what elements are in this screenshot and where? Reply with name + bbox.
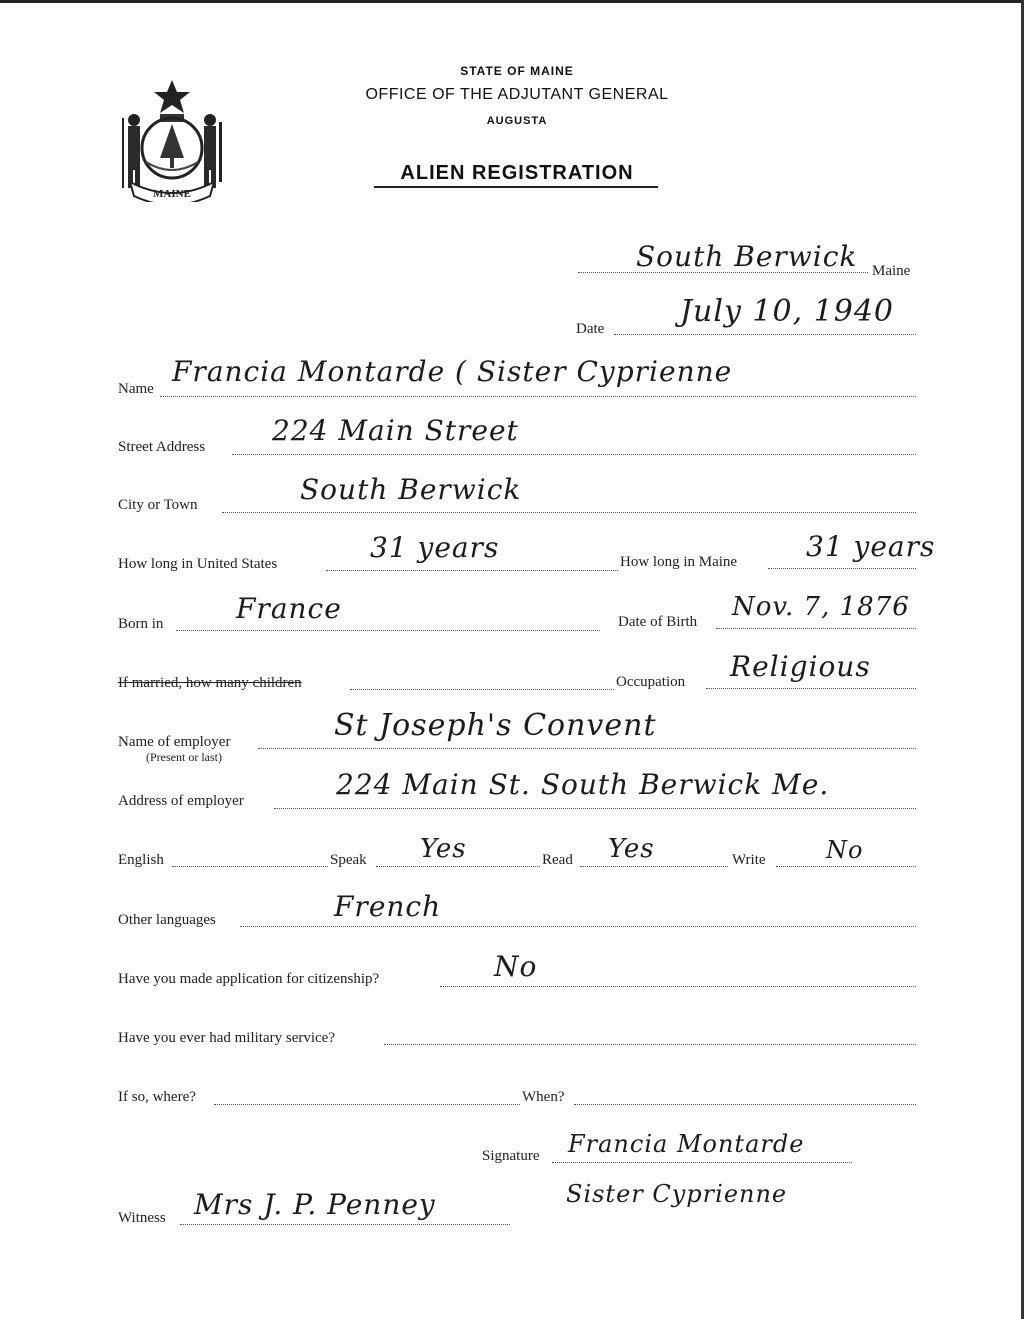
street-address-value: 224 Main Street [272, 414, 519, 447]
state-heading: STATE OF MAINE [460, 64, 574, 78]
occupation-value: Religious [730, 650, 871, 683]
write-value: No [826, 836, 864, 864]
scan-border-top [0, 0, 1024, 3]
speak-label: Speak [330, 852, 367, 868]
other-languages-value: French [334, 890, 442, 923]
employer-note: (Present or last) [146, 750, 222, 764]
signature-label: Signature [482, 1148, 540, 1164]
date-label: Date [576, 321, 605, 337]
name-line [160, 396, 916, 397]
street-address-line [232, 454, 916, 455]
born-in-value: France [236, 592, 342, 625]
born-in-label: Born in [118, 616, 164, 632]
married-children-label: If married, how many children [118, 675, 302, 691]
read-label: Read [542, 852, 573, 868]
occupation-line [706, 688, 916, 689]
date-of-birth-label: Date of Birth [618, 614, 698, 630]
occupation-label: Occupation [616, 674, 686, 690]
how-long-us-value: 31 years [370, 531, 500, 564]
form-title: ALIEN REGISTRATION [400, 162, 634, 184]
how-long-maine-value: 31 years [806, 530, 936, 563]
when-line [574, 1104, 916, 1105]
witness-line [180, 1224, 510, 1225]
employer-name-line [258, 748, 916, 749]
svg-text:MAINE: MAINE [153, 188, 191, 200]
employer-address-line [274, 808, 916, 809]
town-value: South Berwick [636, 240, 858, 273]
office-heading: OFFICE OF THE ADJUTANT GENERAL [365, 86, 669, 103]
english-label: English [118, 852, 164, 868]
english-line [172, 866, 328, 867]
speak-value: Yes [420, 834, 467, 864]
born-in-line [176, 630, 600, 631]
how-long-maine-label: How long in Maine [620, 554, 738, 570]
citizenship-label: Have you made application for citizenship? [118, 971, 380, 987]
how-long-us-line [326, 570, 618, 571]
street-address-label: Street Address [118, 439, 206, 455]
when-label: When? [522, 1089, 565, 1105]
other-languages-line [240, 926, 916, 927]
date-of-birth-value: Nov. 7, 1876 [732, 592, 910, 622]
city-heading: AUGUSTA [486, 115, 548, 127]
date-of-birth-line [716, 628, 916, 629]
signature-line [552, 1162, 852, 1163]
maine-label: Maine [872, 263, 911, 279]
witness-value: Mrs J. P. Penney [194, 1188, 436, 1221]
where-label: If so, where? [118, 1089, 196, 1105]
city-label: City or Town [118, 497, 198, 513]
speak-line [376, 866, 540, 867]
employer-address-label: Address of employer [118, 793, 244, 809]
how-long-us-label: How long in United States [118, 556, 278, 572]
married-children-line [350, 689, 614, 690]
title-underline [374, 186, 658, 188]
write-line [776, 866, 916, 867]
citizenship-value: No [494, 950, 538, 983]
city-value: South Berwick [300, 473, 522, 506]
date-line [614, 334, 916, 335]
employer-address-value: 224 Main St. South Berwick Me. [336, 768, 830, 801]
name-label: Name [118, 381, 154, 397]
name-value: Francia Montarde ( Sister Cyprienne [172, 355, 733, 388]
date-value: July 10, 1940 [680, 294, 895, 329]
signature-value-line1: Francia Montarde [568, 1130, 805, 1158]
citizenship-line [440, 986, 916, 987]
employer-name-value: St Joseph's Convent [334, 708, 657, 743]
where-line [214, 1104, 520, 1105]
write-label: Write [732, 852, 766, 868]
other-languages-label: Other languages [118, 912, 216, 928]
read-value: Yes [608, 834, 655, 864]
witness-label: Witness [118, 1210, 166, 1226]
read-line [580, 866, 728, 867]
signature-value-line2: Sister Cyprienne [566, 1180, 788, 1208]
how-long-maine-line [768, 568, 916, 569]
city-line [222, 512, 916, 513]
employer-name-label: Name of employer [118, 734, 231, 750]
military-label: Have you ever had military service? [118, 1030, 335, 1046]
military-line [384, 1044, 916, 1045]
